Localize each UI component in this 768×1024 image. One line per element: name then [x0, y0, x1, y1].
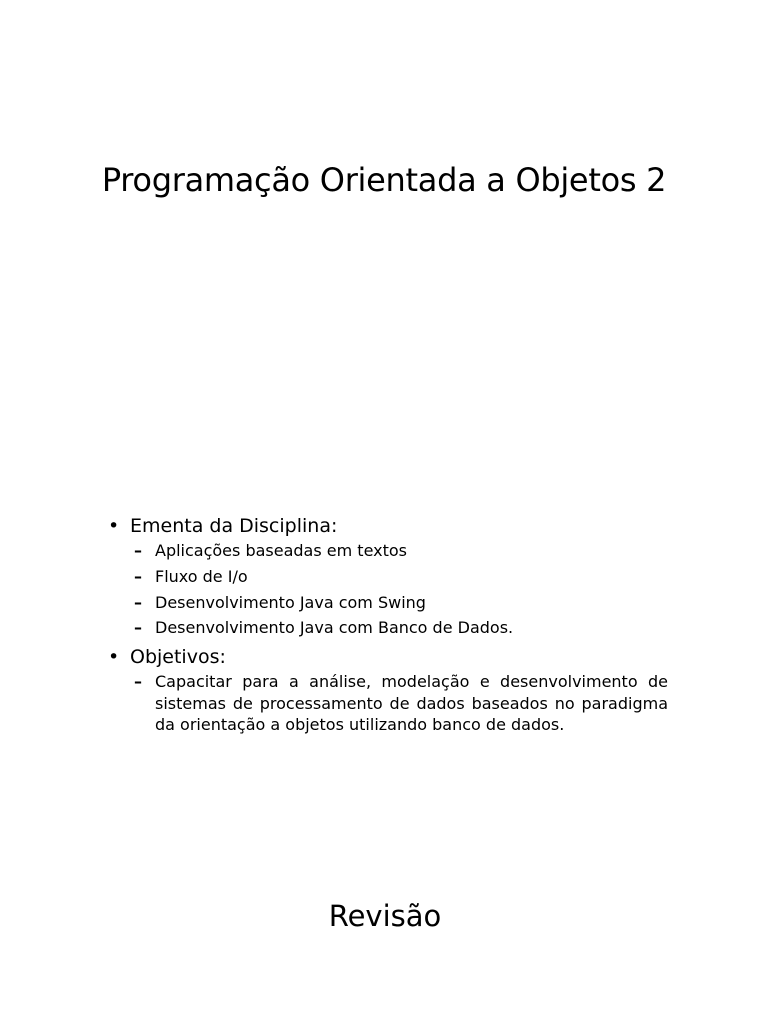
section-ementa-heading	[108, 512, 668, 540]
objetivos-list	[108, 671, 668, 736]
list-item	[108, 592, 668, 614]
page-title: Programação Orientada a Objetos 2	[101, 161, 667, 199]
list-item	[108, 617, 668, 639]
section-title-revisao: Revisão	[328, 899, 442, 933]
section-objetivos-heading	[108, 643, 668, 671]
bullet-icon: •	[108, 515, 120, 537]
section-heading-label: Objetivos:	[130, 646, 226, 669]
list-item-label: Capacitar para a análise, modelação e desenvolvimento de sistemas de processamento de dados baseados no paradigma da orientação a objetos utilizando banco de dados.	[155, 672, 668, 735]
list-item-label: Desenvolvimento Java com Swing	[155, 592, 426, 612]
list-item-label: Fluxo de I/o	[155, 566, 248, 586]
bullet-icon: •	[108, 646, 120, 669]
slide-content	[108, 512, 668, 739]
dash-icon: –	[134, 618, 142, 638]
list-item-label: Aplicações baseadas em textos	[155, 541, 407, 560]
list-item-label: Desenvolvimento Java com Banco de Dados.	[155, 618, 514, 638]
dash-icon: –	[134, 592, 142, 612]
dash-icon: –	[134, 566, 142, 586]
dash-icon: –	[134, 541, 142, 560]
ementa-list	[108, 540, 668, 639]
list-item	[108, 540, 668, 562]
list-item	[108, 566, 668, 588]
list-item	[108, 671, 668, 736]
section-heading-label: Ementa da Disciplina:	[130, 515, 338, 537]
dash-icon: –	[134, 672, 142, 692]
